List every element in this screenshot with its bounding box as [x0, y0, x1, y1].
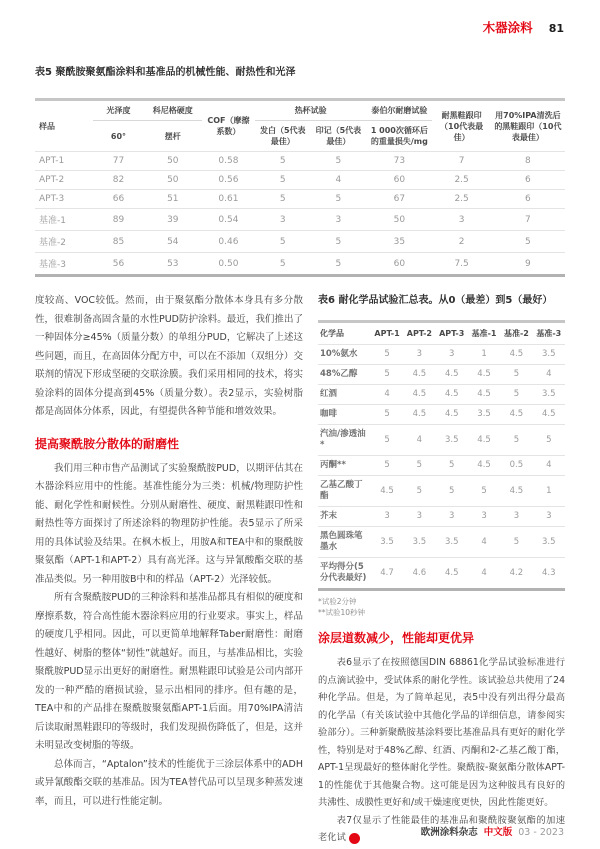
- table6-cell: 4.6: [403, 558, 435, 590]
- table-row: [318, 385, 565, 405]
- table-row: [35, 231, 565, 253]
- table6-header-ref3: 基准-3: [536, 329, 562, 338]
- table6-cell: 4.5: [468, 385, 500, 405]
- table5-cell: 50: [366, 209, 432, 231]
- footer-issue: 03 - 2023: [518, 827, 564, 838]
- table6-row-label: 48%乙醇: [318, 365, 371, 385]
- table-row: [35, 171, 565, 190]
- table5-cell: 60: [366, 171, 432, 190]
- table5-cell: 0.56: [202, 171, 255, 190]
- table6-cell: 4.5: [468, 425, 500, 456]
- table6-row-label: 丙酮**: [318, 456, 371, 476]
- page-number: 81: [548, 22, 564, 35]
- table5-cell: 5: [255, 253, 311, 276]
- table5-cell: 7: [491, 209, 565, 231]
- table-row: [35, 190, 565, 209]
- table5-cell: 7.5: [432, 253, 490, 276]
- table5-cell: 0.54: [202, 209, 255, 231]
- table6-cell: 4.5: [500, 345, 532, 365]
- table5-cell: 9: [491, 253, 565, 276]
- table5-cell: 60: [366, 253, 432, 276]
- table6-cell: 4.5: [403, 405, 435, 425]
- table6-cell: 3: [500, 507, 532, 527]
- table-row: [318, 527, 565, 558]
- body-paragraph: 我们用三种市售产品测试了实验聚酰胺PUD，以期评估其在木器涂料应用中的性能。基准性能分为三类：机械/物理防护性能、耐化学性和耐候性。分别从耐磨性、硬度、耐黑鞋跟印性和耐热性等方面探讨了所述涂料的物理防护性能。表5显示了所采用的具体试验及结果。在枫木板上，用胺A和TEA中和的聚酰胺聚氨酯（APT-1和APT-2）具有高光泽。这与异氰酸酯交联的基准品类似。另一种用胺B中和的样品（APT-2）光泽较低。: [35, 462, 303, 585]
- table6-cell: 3.5: [436, 527, 468, 558]
- table6-footnote-1: *试验2分钟: [318, 597, 357, 606]
- table5-header-heelmark: 耐黑鞋跟印（10代表最佳）: [440, 110, 484, 142]
- table5-cell: 66: [93, 190, 143, 209]
- table6-cell: 5: [371, 345, 403, 365]
- table6-cell: 3.5: [533, 345, 565, 365]
- table5-header-hotcup: 热杯试验: [255, 100, 366, 121]
- table6-cell: 4: [468, 558, 500, 590]
- table6-cell: 4: [533, 365, 565, 385]
- table5-header-taber: 泰伯尔耐磨试验: [366, 100, 432, 121]
- table5-header-hardness: 科尼格硬度: [144, 100, 202, 121]
- table6-header-apt1: APT-1: [374, 329, 400, 338]
- continuation-text: 表7仅显示了性能最佳的基准品和聚酰胺聚氨酯的加速老化试: [318, 814, 565, 843]
- table6-header-ref2: 基准-2: [503, 329, 529, 338]
- table6-cell: 5: [403, 476, 435, 507]
- table5-row-label: APT-3: [35, 190, 93, 209]
- table6-row-label: 汽油/渗透油*: [318, 425, 371, 456]
- table5-cell: 5: [311, 253, 367, 276]
- table6-title: 表6 耐化学品试验汇总表。从0（最差）到5（最好）: [318, 295, 553, 306]
- table5-subheader-taber-loss: 1 000次循环后的重量损失/mg: [370, 126, 428, 146]
- table6-footnote-2: **试验10秒钟: [318, 608, 366, 617]
- table6-cell: 3.5: [436, 425, 468, 456]
- table5-cell: 5: [255, 190, 311, 209]
- table6-cell: 4: [403, 425, 435, 456]
- table6-cell: 5: [403, 456, 435, 476]
- running-head: [483, 18, 564, 36]
- table6-cell: 3: [371, 507, 403, 527]
- footer-magazine-name: 欧洲涂料杂志: [420, 827, 478, 838]
- table6-row-label: 黑色圆珠笔墨水: [318, 527, 371, 558]
- table6-cell: 4.5: [436, 405, 468, 425]
- table6-cell: 3: [533, 507, 565, 527]
- table6-cell: 5: [500, 527, 532, 558]
- table5-cell: 50: [144, 152, 202, 171]
- table5-cell: 3: [311, 209, 367, 231]
- table6-cell: 4.5: [403, 385, 435, 405]
- table-row: [318, 456, 565, 476]
- table5-cell: 5: [311, 190, 367, 209]
- table5-cell: 89: [93, 209, 143, 231]
- table6-cell: 5: [371, 405, 403, 425]
- table6-cell: 4.5: [371, 476, 403, 507]
- table-row: [318, 425, 565, 456]
- table5-cell: 56: [93, 253, 143, 276]
- table5-cell: 53: [144, 253, 202, 276]
- section-label: 木器涂料: [482, 20, 533, 35]
- table6-header-chemical: 化学品: [320, 329, 344, 338]
- table-row: [318, 405, 565, 425]
- table5-cell: 51: [144, 190, 202, 209]
- table6-cell: 5: [436, 456, 468, 476]
- table5-cell: 3: [255, 209, 311, 231]
- table6-cell: 5: [371, 365, 403, 385]
- table6-header-apt2: APT-2: [406, 329, 432, 338]
- footer-edition-label: 中文版: [483, 827, 513, 838]
- table5-row-label: 基准-1: [35, 209, 93, 231]
- table5-cell: 7: [432, 152, 490, 171]
- table5-cell: 2.5: [432, 190, 490, 209]
- table6-cell: 3: [403, 345, 435, 365]
- table5-cell: 3: [432, 209, 490, 231]
- table5-cell: 5: [311, 152, 367, 171]
- table6-cell: 1: [468, 345, 500, 365]
- table5-cell: 67: [366, 190, 432, 209]
- table6-cell: 5: [371, 456, 403, 476]
- table6-cell: 3: [436, 345, 468, 365]
- table5-cell: 0.50: [202, 253, 255, 276]
- table5-header-sample: 样品: [39, 121, 55, 131]
- table5-cell: 39: [144, 209, 202, 231]
- table6-cell: 4: [468, 527, 500, 558]
- table5-cell: 5: [311, 231, 367, 253]
- table-row: [318, 345, 565, 365]
- table5-cell: 2: [432, 231, 490, 253]
- table6-header-ref1: 基准-1: [471, 329, 497, 338]
- table5-cell: 77: [93, 152, 143, 171]
- table6-cell: 4: [533, 456, 565, 476]
- table5-header-cof: COF（摩擦系数）: [207, 116, 250, 136]
- table6-row-label: 红酒: [318, 385, 371, 405]
- table6-cell: 5: [371, 425, 403, 456]
- table5-subheader-marking: 印记（5代表最佳）: [315, 126, 362, 146]
- table5-row-label: 基准-2: [35, 231, 93, 253]
- table5-cell: 82: [93, 171, 143, 190]
- body-paragraph: 表6显示了在按照德国DIN 68861化学品试验标准进行的点滴试验中，受试体系的耐化学性。该试验总共使用了24种化学品。但是，为了简单起见，表5中没有列出得分最高的化学品（有关该试验中其他化学品的详细信息，请参阅实验部分）。三种新聚酰胺基涂料要比基准品具有更好的耐化学性，特别是对于48%乙醇、红酒、丙酮和2-乙基乙酸丁酯，APT-1呈现最好的整体耐化学性。聚酰胺-聚氨酯分散体APT-1的性能优于其他聚合物。这可能是因为这种胺具有良好的共沸性、成膜性更好和/或干燥速度更快，因此性能更好。: [318, 657, 565, 808]
- table5-cell: 0.58: [202, 152, 255, 171]
- table6-cell: 4.5: [403, 365, 435, 385]
- table6-cell: 0.5: [500, 456, 532, 476]
- table6-cell: 4.7: [371, 558, 403, 590]
- table6-cell: 4.5: [436, 365, 468, 385]
- table-row: [318, 365, 565, 385]
- table5-row-label: 基准-3: [35, 253, 93, 276]
- table-row: [35, 152, 565, 171]
- continued-arrow-icon: →: [349, 833, 360, 844]
- table6-cell: 4.2: [500, 558, 532, 590]
- table6-cell: 4.5: [436, 558, 468, 590]
- table6-cell: 5: [533, 425, 565, 456]
- table5-header-heelmark-ipa: 用70%IPA清洗后的黑鞋跟印（10代表最佳）: [494, 110, 562, 142]
- table5-cell: 85: [93, 231, 143, 253]
- table6-cell: 4.5: [500, 405, 532, 425]
- table6-row-label: 平均得分(5分代表最好): [318, 558, 371, 590]
- table5-subheader-gloss60: 60°: [110, 131, 127, 141]
- table-row: [318, 507, 565, 527]
- table6-cell: 4: [371, 385, 403, 405]
- section-heading-fewer-coats: 涂层道数减少，性能却更优异: [318, 631, 475, 645]
- table5-cell: 6: [491, 190, 565, 209]
- table5-cell: 0.61: [202, 190, 255, 209]
- table5-cell: 50: [144, 171, 202, 190]
- body-paragraph: 度较高、VOC较低。然而，由于聚氨酯分散体本身具有多分散性，很难制备高固含量的水性PUD防护涂料。最近，我们推出了一种固体分≥45%（质量分数）的单组分PUD，它解决了上述这些问题，而且，在高固体分配方中，可以在不添加（双组分）交联剂的情况下形成坚硬的交联涂膜。我们采用相同的技术，将实验涂料的固体分提高到45%（质量分数）。表2显示，实验树脂都是高固体分体系，因此，有望提供各种节能和增效效果。: [35, 295, 303, 417]
- table5-cell: 5: [255, 152, 311, 171]
- table6-cell: 4.5: [436, 385, 468, 405]
- table6-cell: 5: [468, 476, 500, 507]
- table5-cell: 54: [144, 231, 202, 253]
- two-column-body: [35, 292, 565, 847]
- table6-cell: 5: [500, 365, 532, 385]
- table6-cell: 3: [403, 507, 435, 527]
- table-row: [318, 558, 565, 590]
- table5-cell: 2.5: [432, 171, 490, 190]
- table6-row-label: 10%氨水: [318, 345, 371, 365]
- right-column: [318, 292, 565, 847]
- table6-row-label: 乙基乙酸丁酯: [318, 476, 371, 507]
- table6-cell: 3.5: [468, 405, 500, 425]
- table5-cell: 35: [366, 231, 432, 253]
- table6-cell: 4.5: [468, 365, 500, 385]
- table5-cell: 5: [255, 231, 311, 253]
- table5-subheader-pendulum: 摆杆: [164, 131, 181, 141]
- table6-cell: 1: [533, 476, 565, 507]
- table5-row-label: APT-1: [35, 152, 93, 171]
- table5-title: 表5 聚酰胺聚氨酯涂料和基准品的机械性能、耐热性和光泽: [35, 67, 296, 78]
- body-paragraph: 总体而言，“Aptalon”技术的性能优于三涂层体系中的ADH或异氰酸酯交联的基准品。因为TEA替代品可以呈现多种蒸发速率，而且，可以进行性能定制。: [35, 758, 303, 807]
- table6-cell: 3: [468, 507, 500, 527]
- table6-cell: 5: [436, 476, 468, 507]
- table5-cell: 5: [255, 171, 311, 190]
- table6-cell: 4.3: [533, 558, 565, 590]
- table6-cell: 3: [436, 507, 468, 527]
- table5-header-gloss: 光泽度: [93, 100, 143, 121]
- table6-cell: 3.5: [403, 527, 435, 558]
- table-row: [318, 476, 565, 507]
- page-footer: [421, 824, 564, 838]
- table6-cell: 5: [500, 385, 532, 405]
- table6-row-label: 咖啡: [318, 405, 371, 425]
- table6-cell: 3.5: [371, 527, 403, 558]
- table-row: [35, 209, 565, 231]
- table6-footnotes: [318, 596, 565, 618]
- page-content: [0, 0, 600, 277]
- table5-row-label: APT-2: [35, 171, 93, 190]
- table6-row-label: 芥末: [318, 507, 371, 527]
- table5-cell: 0.46: [202, 231, 255, 253]
- table5: [35, 98, 565, 277]
- table6-cell: 4.5: [533, 405, 565, 425]
- table6: [318, 320, 565, 591]
- table6-cell: 3.5: [533, 385, 565, 405]
- table6-header-apt3: APT-3: [439, 329, 465, 338]
- table6-cell: 4.5: [468, 456, 500, 476]
- table6-cell: 5: [500, 425, 532, 456]
- table6-cell: 4.5: [500, 476, 532, 507]
- table5-cell: 5: [491, 231, 565, 253]
- table6-cell: 3.5: [533, 527, 565, 558]
- table5-cell: 4: [311, 171, 367, 190]
- table5-cell: 8: [491, 152, 565, 171]
- table5-subheader-whitening: 发白（5代表最佳）: [259, 126, 306, 146]
- table-row: [35, 253, 565, 276]
- body-paragraph: 所有含聚酰胺PUD的三种涂料和基准品都具有相似的硬度和摩擦系数，符合高性能木器涂料应用的行业要求。事实上，样品的硬度几乎相同。因此，可以更简单地解释Taber耐磨性：耐磨性越好、树脂的整体“韧性”就越好。而且，与基准品相比，实验聚酰胺PUD显示出更好的耐磨性。耐黑鞋跟印试验是公司内部开发的一种严酷的磨损试验，显示出相同的排序。但有趣的是，TEA中和的产品排在聚酰胺聚氨酯APT-1后面。用70%IPA清洁后读取耐黑鞋跟印的等级时，我们发现损伤降低了，但是，这并未明显改变树脂的等级。: [35, 592, 303, 751]
- table5-cell: 6: [491, 171, 565, 190]
- left-column: [35, 292, 303, 847]
- section-heading-abrasion: 提高聚酰胺分散体的耐磨性: [35, 436, 180, 451]
- table5-cell: 73: [366, 152, 432, 171]
